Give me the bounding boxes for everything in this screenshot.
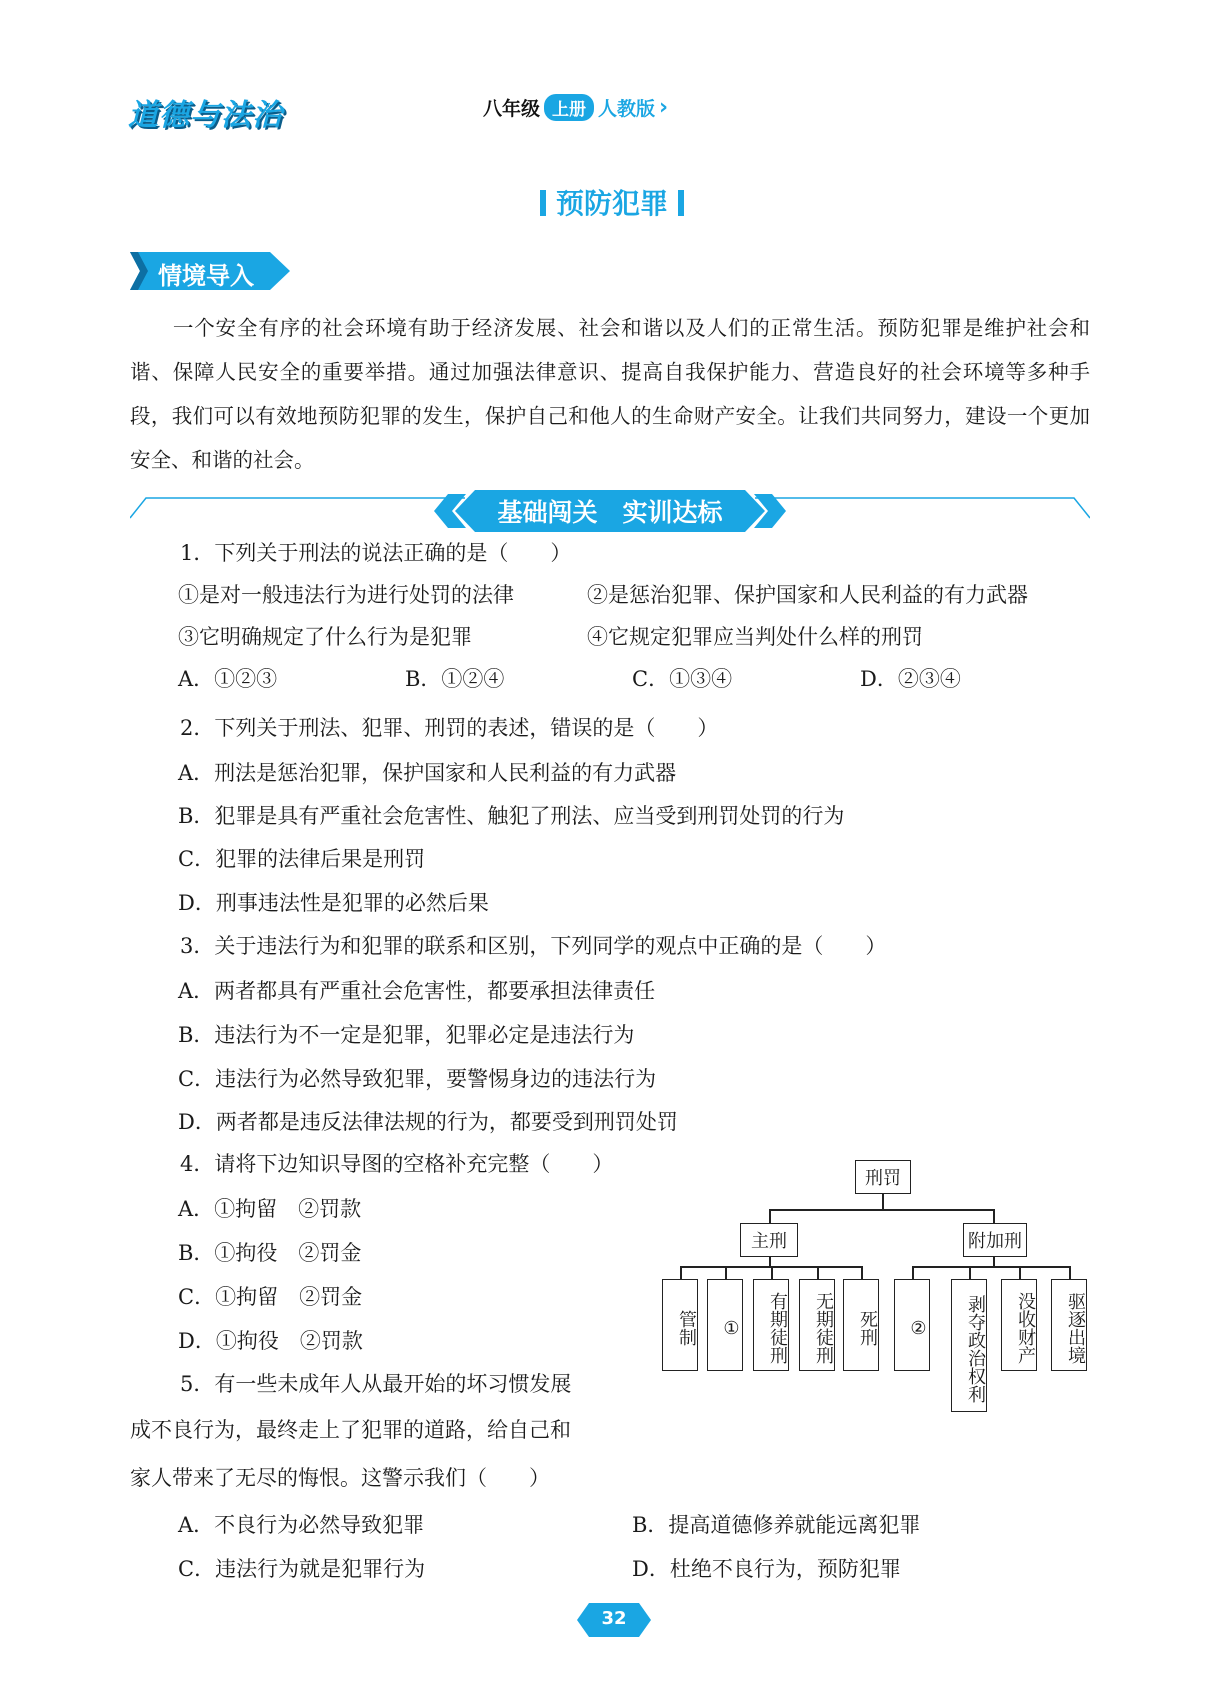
section-tag bbox=[130, 252, 290, 290]
q1-option-c[interactable]: C．①③④ bbox=[632, 667, 733, 691]
connector bbox=[769, 1209, 771, 1224]
series-logo: 道德与法治 bbox=[128, 98, 283, 133]
connector bbox=[725, 1266, 727, 1280]
q3-option-c[interactable]: C．违法行为必然导致犯罪，要警惕身边的违法行为 bbox=[178, 1067, 657, 1091]
connector bbox=[882, 1194, 884, 1210]
q1-statement-1: ①是对一般违法行为进行处罚的法律 bbox=[178, 583, 514, 607]
connector bbox=[969, 1266, 971, 1280]
diagram-additional-child-3: 没收财产 bbox=[1001, 1279, 1037, 1371]
page-number: 32 bbox=[601, 1608, 627, 1629]
diagram-main-child-1: 管制 bbox=[662, 1279, 698, 1371]
intro-paragraph bbox=[130, 306, 1090, 482]
volume-label: 上册 bbox=[544, 94, 594, 121]
q5-option-b[interactable]: B．提高道德修养就能远离犯罪 bbox=[632, 1513, 921, 1537]
page-title bbox=[0, 182, 1224, 222]
diagram-additional-child-2: 剥夺政治权利 bbox=[951, 1279, 987, 1412]
diagram-main-child-blank-1: ① bbox=[707, 1279, 743, 1371]
diagram-additional-child-blank-2: ② bbox=[894, 1279, 930, 1371]
chevron-right-icon: › bbox=[659, 95, 669, 120]
q1-statement-2: ②是惩治犯罪、保护国家和人民利益的有力武器 bbox=[587, 583, 1028, 607]
q4-option-d[interactable]: D．①拘役 ②罚款 bbox=[178, 1329, 363, 1353]
diagram-additional-child-4: 驱逐出境 bbox=[1051, 1279, 1087, 1371]
grade-label: 八年级 bbox=[483, 98, 541, 120]
q5-option-a[interactable]: A．不良行为必然导致犯罪 bbox=[178, 1513, 425, 1537]
grade-edition-badge bbox=[483, 94, 668, 121]
q3-option-b[interactable]: B．违法行为不一定是犯罪，犯罪必定是违法行为 bbox=[178, 1023, 635, 1047]
q5-option-d[interactable]: D．杜绝不良行为，预防犯罪 bbox=[632, 1557, 901, 1581]
connector bbox=[1019, 1266, 1021, 1280]
edition-label: 人教版 bbox=[598, 98, 656, 120]
q2-option-c[interactable]: C．犯罪的法律后果是刑罚 bbox=[178, 847, 426, 871]
q4-option-a[interactable]: A．①拘留 ②罚款 bbox=[178, 1197, 362, 1221]
title-bar-right bbox=[678, 190, 684, 216]
page-number-badge bbox=[577, 1603, 651, 1637]
connector bbox=[769, 1257, 771, 1267]
diagram-main-penalty: 主刑 bbox=[740, 1223, 798, 1257]
question-5-stem-line-1: 5．有一些未成年人从最开始的坏习惯发展 bbox=[180, 1372, 572, 1396]
q3-option-d[interactable]: D．两者都是违反法律法规的行为，都要受到刑罚处罚 bbox=[178, 1110, 678, 1134]
q1-option-b[interactable]: B．①②④ bbox=[405, 667, 505, 691]
question-2-stem: 2．下列关于刑法、犯罪、刑罚的表述，错误的是（ ） bbox=[180, 716, 719, 740]
connector bbox=[771, 1266, 773, 1280]
intro-text: 一个安全有序的社会环境有助于经济发展、社会和谐以及人们的正常生活。预防犯罪是维护社会和谐、保障人民安全的重要举措。通过加强法律意识、提高自我保护能力、营造良好的社会环境等多种手段，我们可以有效地预防犯罪的发生，保护自己和他人的生命财产安全。让我们共同努力，建设一个更加安全、和谐的社会。 bbox=[130, 316, 1090, 472]
connector bbox=[993, 1257, 995, 1267]
diagram-main-child-3: 有期徒刑 bbox=[753, 1279, 789, 1371]
q1-option-a[interactable]: A．①②③ bbox=[178, 667, 278, 691]
banner-label: 基础闯关 实训达标 bbox=[497, 498, 723, 527]
q2-option-d[interactable]: D．刑事违法性是犯罪的必然后果 bbox=[178, 891, 489, 915]
question-5-stem-line-2: 成不良行为，最终走上了犯罪的道路，给自己和 bbox=[130, 1418, 571, 1442]
connector bbox=[680, 1266, 682, 1280]
q4-option-b[interactable]: B．①拘役 ②罚金 bbox=[178, 1241, 362, 1265]
page-title-text: 预防犯罪 bbox=[555, 187, 668, 220]
question-1-stem: 1．下列关于刑法的说法正确的是（ ） bbox=[180, 541, 572, 565]
q2-option-b[interactable]: B．犯罪是具有严重社会危害性、触犯了刑法、应当受到刑罚处罚的行为 bbox=[178, 804, 845, 828]
diagram-main-child-4: 无期徒刑 bbox=[799, 1279, 835, 1371]
diagram-root: 刑罚 bbox=[855, 1160, 911, 1194]
connector bbox=[680, 1266, 862, 1268]
connector bbox=[861, 1266, 863, 1280]
connector bbox=[769, 1209, 994, 1211]
connector bbox=[1069, 1266, 1071, 1280]
q1-statement-3: ③它明确规定了什么行为是犯罪 bbox=[178, 625, 472, 649]
diagram-additional-penalty: 附加刑 bbox=[963, 1223, 1027, 1257]
connector bbox=[912, 1266, 914, 1280]
diagram-main-child-5: 死刑 bbox=[843, 1279, 879, 1371]
q5-option-c[interactable]: C．违法行为就是犯罪行为 bbox=[178, 1557, 426, 1581]
exercise-banner bbox=[130, 488, 1090, 534]
q1-statement-4: ④它规定犯罪应当判处什么样的刑罚 bbox=[587, 625, 923, 649]
q1-option-d[interactable]: D．②③④ bbox=[860, 667, 961, 691]
question-3-stem: 3．关于违法行为和犯罪的联系和区别，下列同学的观点中正确的是（ ） bbox=[180, 934, 887, 958]
section-tag-label: 情境导入 bbox=[158, 262, 254, 290]
title-bar-left bbox=[540, 190, 546, 216]
q3-option-a[interactable]: A．两者都具有严重社会危害性，都要承担法律责任 bbox=[178, 979, 656, 1003]
q4-option-c[interactable]: C．①拘留 ②罚金 bbox=[178, 1285, 363, 1309]
question-5-stem-line-3: 家人带来了无尽的悔恨。这警示我们（ ） bbox=[130, 1466, 550, 1490]
connector bbox=[912, 1266, 1070, 1268]
connector bbox=[993, 1209, 995, 1224]
connector bbox=[817, 1266, 819, 1280]
question-4-stem: 4．请将下边知识导图的空格补充完整（ ） bbox=[180, 1152, 614, 1176]
q2-option-a[interactable]: A．刑法是惩治犯罪，保护国家和人民利益的有力武器 bbox=[178, 761, 677, 785]
